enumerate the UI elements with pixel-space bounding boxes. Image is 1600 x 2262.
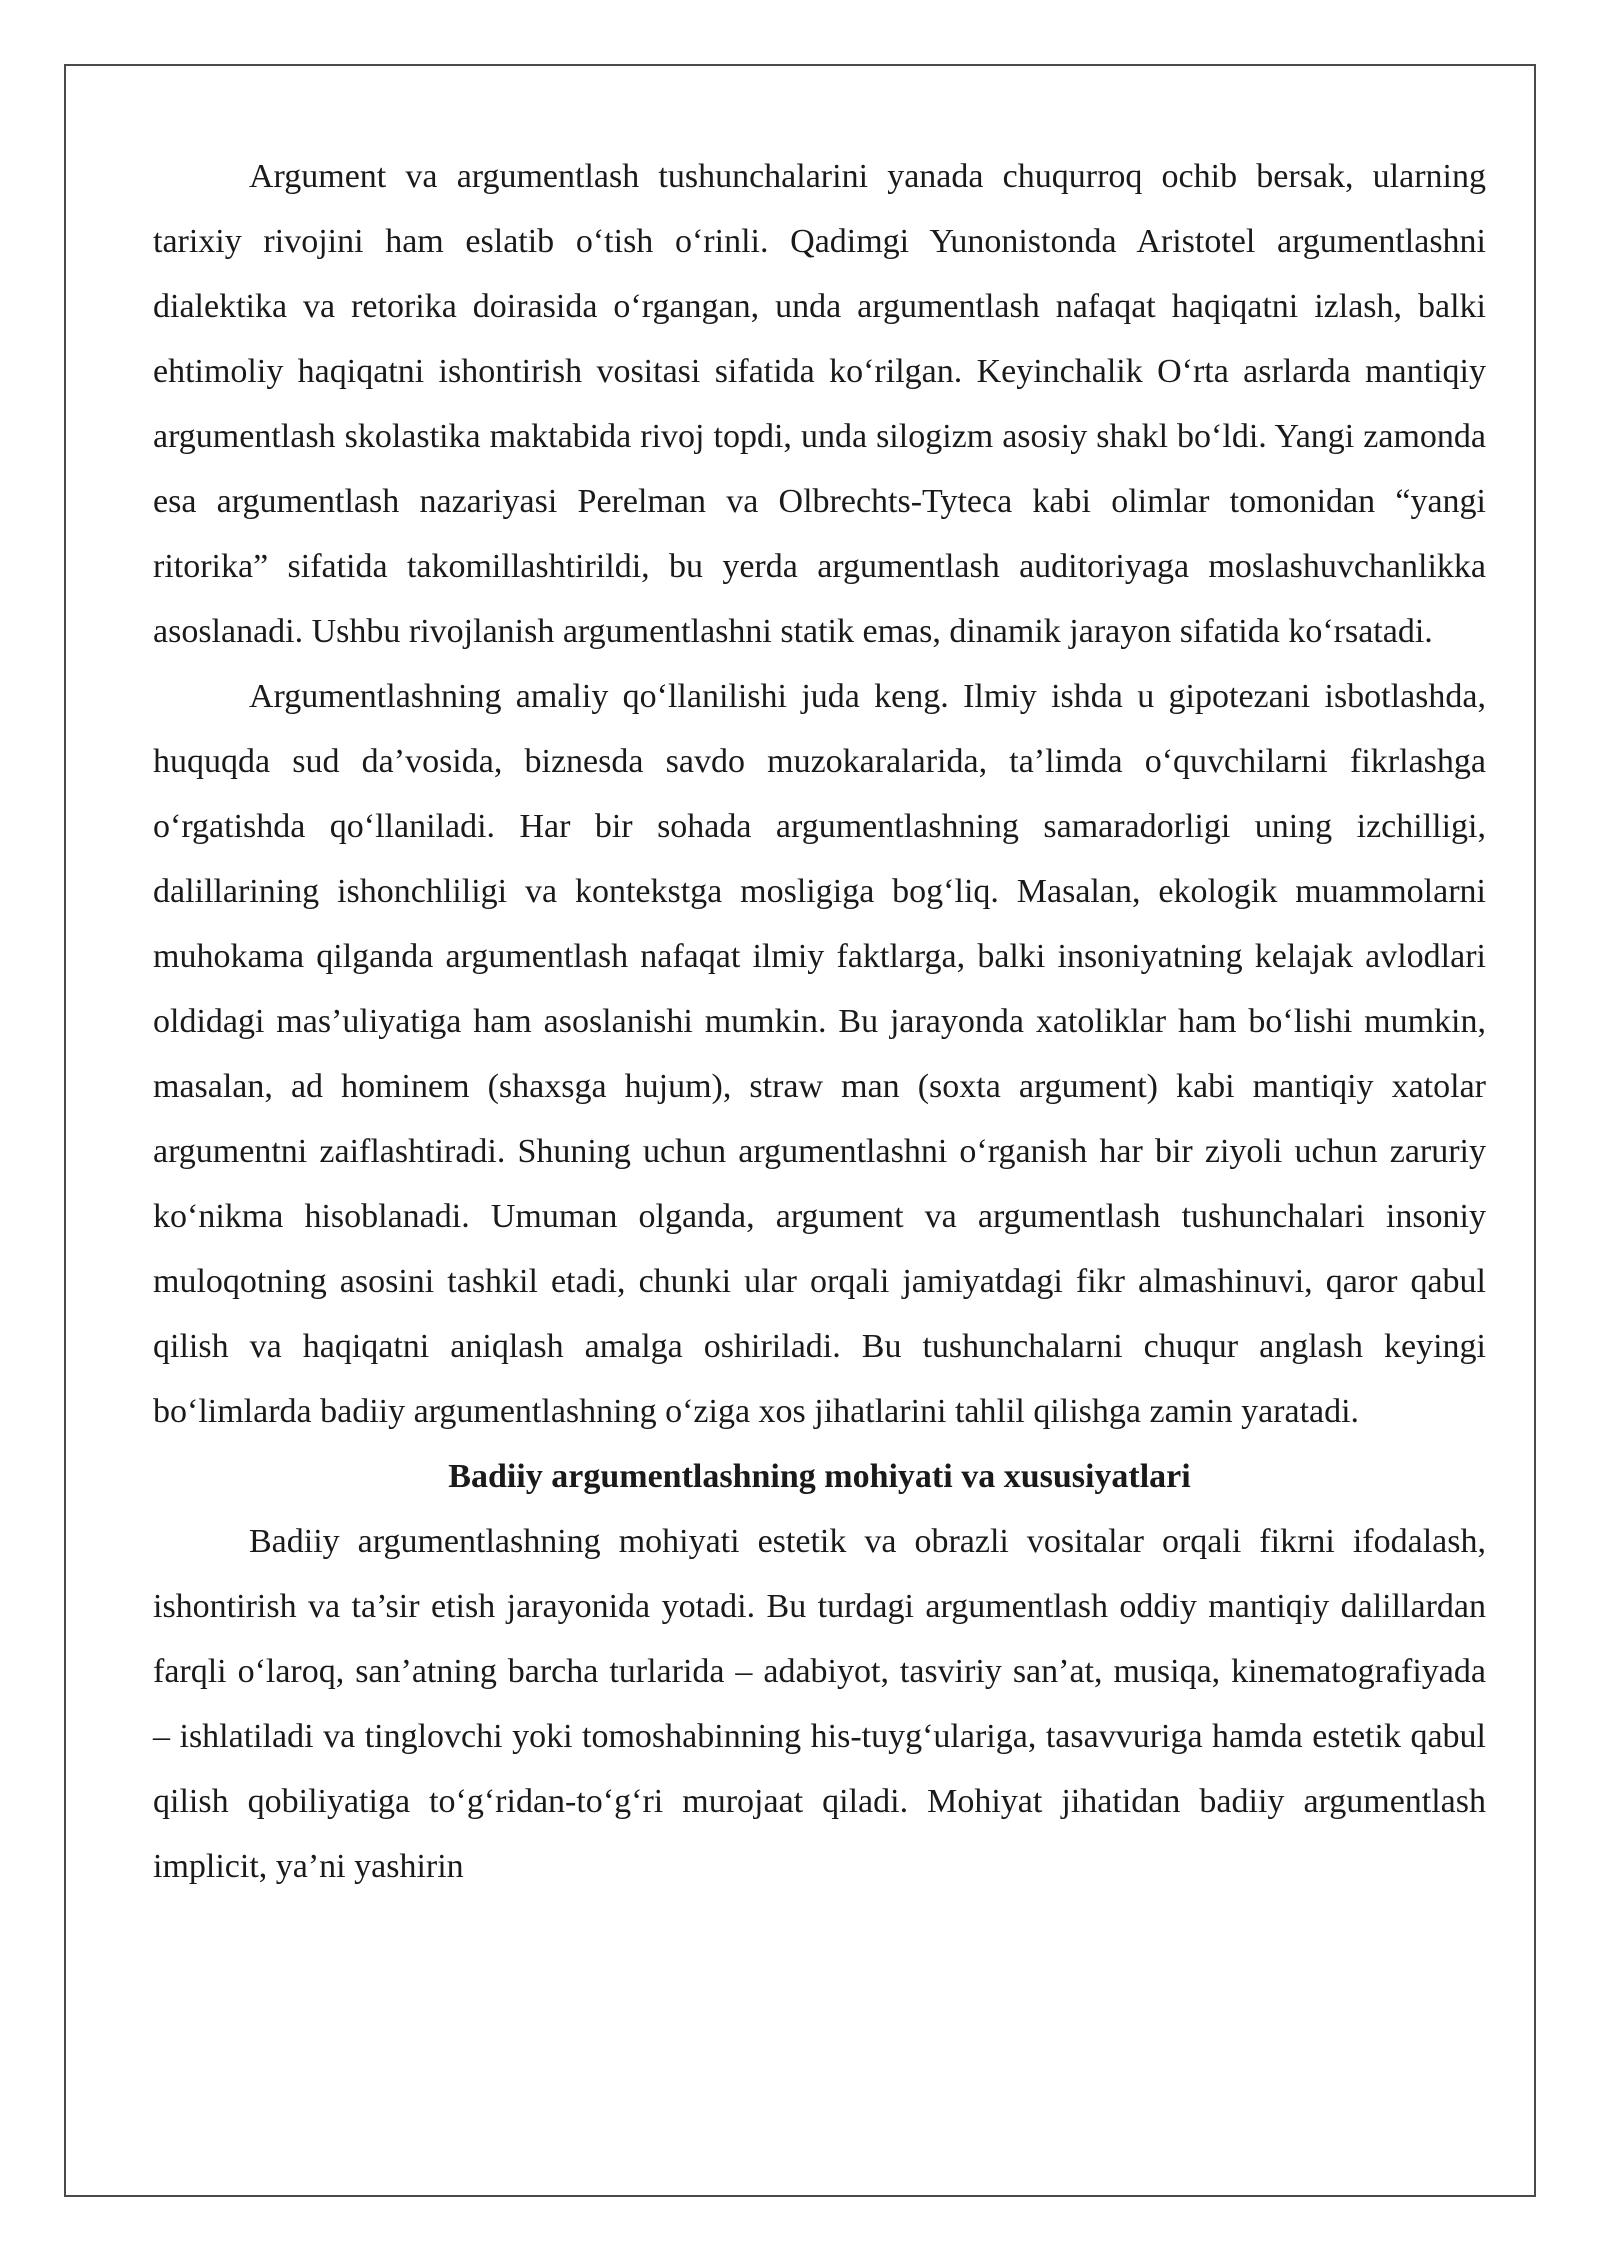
paragraph-artistic-argumentation: Badiiy argumentlashning mohiyati estetik va obrazli vositalar orqali fikrni ifodalash, ishontirish va ta’sir etish jarayonida yotadi. Bu turdagi argumentlash oddiy mantiqiy dalillardan farqli o‘laroq, san’atning barcha turlarida – adabiyot, tasviriy san’at, musiqa, kinematografiyada – ishlatiladi va tinglovchi yoki tomoshabinning his-tuyg‘ulariga, tasavvuriga hamda estetik qabul qilish qobiliyatiga to‘g‘ridan-to‘g‘ri murojaat qiladi. Mohiyat jihatidan badiiy argumentlash implicit, ya’ni yashirin [153, 1523, 1486, 1885]
document-body [153, 144, 1486, 1899]
section-heading: Badiiy argumentlashning mohiyati va xususiyatlari [448, 1458, 1191, 1495]
paragraph-history: Argument va argumentlash tushunchalarini yanada chuqurroq ochib bersak, ularning tarixiy rivojini ham eslatib o‘tish o‘rinli. Qadimgi Yunonistonda Aristotel argumentlashni dialektika va retorika doirasida o‘rgangan, unda argumentlash nafaqat haqiqatni izlash, balki ehtimoliy haqiqatni ishontirish vositasi sifatida ko‘rilgan. Keyinchalik O‘rta asrlarda mantiqiy argumentlash skolastika maktabida rivoj topdi, unda silogizm asosiy shakl bo‘ldi. Yangi zamonda esa argumentlash nazariyasi Perelman va Olbrechts-Tyteca kabi olimlar tomonidan “yangi ritorika” sifatida takomillashtirildi, bu yerda argumentlash auditoriyaga moslashuvchanlikka asoslanadi. Ushbu rivojlanish argumentlashni statik emas, dinamik jarayon sifatida ko‘rsatadi. [153, 158, 1486, 650]
paragraph-practical-use: Argumentlashning amaliy qo‘llanilishi juda keng. Ilmiy ishda u gipotezani isbotlashda, huquqda sud da’vosida, biznesda savdo muzokaralarida, ta’limda o‘quvchilarni fikrlashga o‘rgatishda qo‘llaniladi. Har bir sohada argumentlashning samaradorligi uning izchilligi, dalillarining ishonchliligi va kontekstga mosligiga bog‘liq. Masalan, ekologik muammolarni muhokama qilganda argumentlash nafaqat ilmiy faktlarga, balki insoniyatning kelajak avlodlari oldidagi mas’uliyatiga ham asoslanishi mumkin. Bu jarayonda xatoliklar ham bo‘lishi mumkin, masalan, ad hominem (shaxsga hujum), straw man (soxta argument) kabi mantiqiy xatolar argumentni zaiflashtiradi. Shuning uchun argumentlashni o‘rganish har bir ziyoli uchun zaruriy ko‘nikma hisoblanadi. Umuman olganda, argument va argumentlash tushunchalari insoniy muloqotning asosini tashkil etadi, chunki ular orqali jamiyatdagi fikr almashinuvi, qaror qabul qilish va haqiqatni aniqlash amalga oshiriladi. Bu tushunchalarni chuqur anglash keyingi bo‘limlarda badiiy argumentlashning o‘ziga xos jihatlarini tahlil qilishga zamin yaratadi. [153, 678, 1486, 1430]
